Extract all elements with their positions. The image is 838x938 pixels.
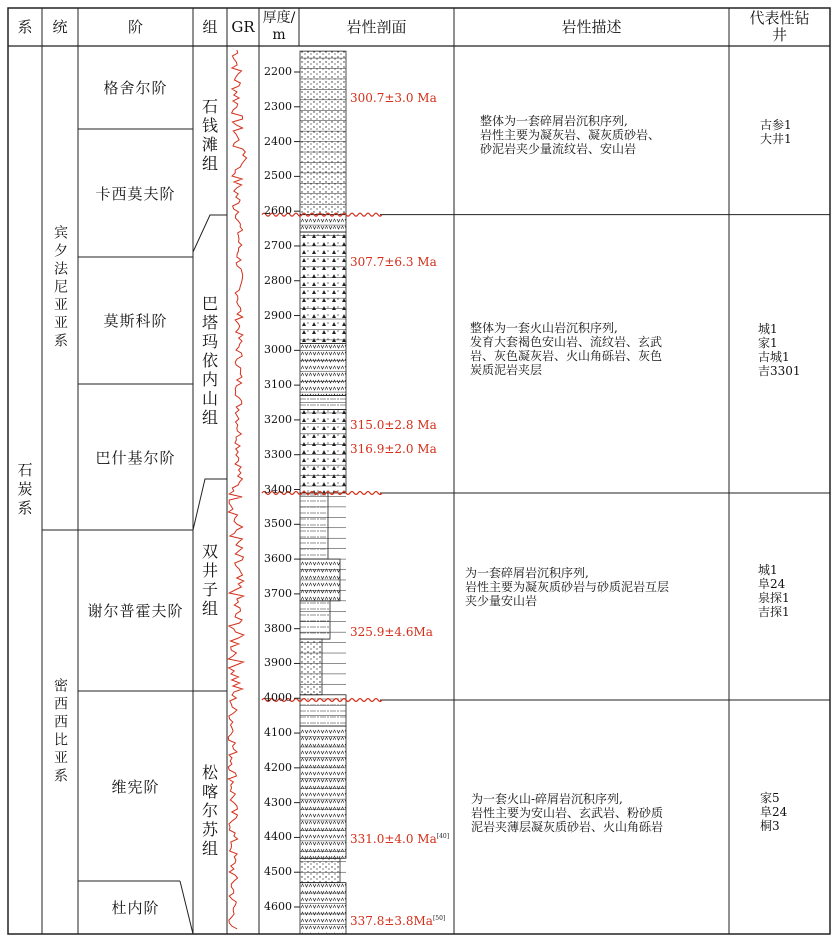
lithology-block xyxy=(300,409,346,493)
depth-tick-label: 3300 xyxy=(264,447,292,461)
lithology-block xyxy=(300,601,330,639)
formation-shiqiantan xyxy=(193,60,227,210)
header-wells xyxy=(729,8,830,46)
depth-tick-label: 2200 xyxy=(264,65,292,78)
description-2 xyxy=(470,321,662,377)
lithology-block xyxy=(300,883,346,934)
stage-gzhelian: 格舍尔阶 xyxy=(103,79,168,97)
depth-tick-label: 2300 xyxy=(264,99,292,113)
header-series: 统 xyxy=(52,17,68,36)
formation-batamayineishan xyxy=(193,250,227,470)
stage-bashkirian: 巴什基尔阶 xyxy=(95,448,176,467)
depth-tick-label: 2500 xyxy=(264,169,292,183)
depth-tick-label: 4500 xyxy=(264,865,292,879)
wells-3 xyxy=(758,563,790,619)
description-2-line: 炭质泥岩夹层 xyxy=(470,363,543,377)
description-3 xyxy=(465,566,669,608)
description-3-line: 岩性主要为凝灰质砂岩与砂质泥岩互层 xyxy=(465,580,670,594)
well-name: 桐3 xyxy=(760,819,780,833)
description-1-line: 砂泥岩夹少量流纹岩、安山岩 xyxy=(480,142,637,156)
wells-1 xyxy=(760,118,792,146)
depth-tick-label: 3700 xyxy=(264,586,292,600)
depth-tick-label: 4400 xyxy=(264,830,292,844)
subsystem-pennsylvanian: 宾夕法尼亚亚系 xyxy=(52,225,68,351)
description-1-line: 岩性主要为凝灰岩、凝灰质砂岩、 xyxy=(480,128,661,142)
well-name: 家1 xyxy=(758,336,778,350)
stage-kasimovian: 卡西莫夫阶 xyxy=(95,184,176,203)
lithology-block xyxy=(300,51,346,215)
lithology-block xyxy=(300,215,346,232)
age-label: 325.9±4.6Ma xyxy=(350,625,433,640)
well-name: 家5 xyxy=(760,791,780,805)
depth-tick-label: 3800 xyxy=(264,621,292,635)
formation-shuangjingzi-label: 双井子组 xyxy=(201,542,218,618)
depth-tick-label: 4200 xyxy=(264,760,292,774)
description-4-line: 为一套火山-碎屑岩沉积序列, xyxy=(471,792,623,806)
age-reference: [50] xyxy=(432,914,446,922)
header-formation: 组 xyxy=(202,17,218,36)
description-1-line: 整体为一套碎屑岩沉积序列, xyxy=(480,114,628,128)
stage-visean: 维宪阶 xyxy=(111,777,160,796)
lithology-block xyxy=(300,695,346,726)
description-2-line: 岩、灰色凝灰岩、火山角砾岩、灰色 xyxy=(470,349,663,363)
formation-songkaersu-label: 松喀尔苏组 xyxy=(201,762,218,858)
depth-tick-label: 3100 xyxy=(264,378,292,392)
description-2-line: 整体为一套火山岩沉积序列, xyxy=(470,321,618,335)
description-4 xyxy=(471,792,663,834)
well-name: 古城1 xyxy=(758,350,790,364)
well-name: 城1 xyxy=(758,322,778,336)
subsystem-mississippian: 密西西比亚系 xyxy=(52,678,68,786)
well-name: 古参1 xyxy=(760,118,792,132)
well-name: 泉探1 xyxy=(758,591,790,605)
wells-4 xyxy=(760,791,787,833)
well-name: 吉3301 xyxy=(758,364,801,378)
header-stage: 阶 xyxy=(127,17,143,36)
formation-shuangjingzi xyxy=(193,510,227,650)
gr-curve xyxy=(228,50,246,929)
depth-tick-label: 2800 xyxy=(264,273,292,287)
description-1 xyxy=(480,114,660,156)
age-label: 307.7±6.3 Ma xyxy=(350,254,437,269)
depth-tick-label: 3900 xyxy=(264,656,292,670)
header-depth-text: 厚度/m xyxy=(262,10,296,43)
system-label: 石炭系 xyxy=(15,461,34,519)
age-label: 331.0±4.0 Ma[40] xyxy=(350,832,450,847)
formation-divider xyxy=(193,215,227,252)
depth-tick-label: 2400 xyxy=(264,134,292,148)
stage-tournaisian: 杜内阶 xyxy=(111,899,160,917)
age-label: 337.8±3.8Ma[50] xyxy=(350,913,446,928)
depth-tick-label: 4600 xyxy=(264,900,292,913)
description-3-line: 为一套碎屑岩沉积序列, xyxy=(465,566,589,580)
description-3-line: 夹少量安山岩 xyxy=(465,594,538,608)
header-depth xyxy=(259,8,299,46)
formation-songkaersu xyxy=(193,720,227,900)
well-name: 阜24 xyxy=(758,577,786,591)
depth-tick-label: 4100 xyxy=(264,726,292,740)
age-label: 316.9±2.0 Ma xyxy=(350,442,437,457)
description-2-line: 发育大套褐色安山岩、流纹岩、玄武 xyxy=(470,335,663,349)
wells-2 xyxy=(758,322,801,378)
description-4-line: 泥岩夹薄层凝灰质砂岩、火山角砾岩 xyxy=(471,820,664,834)
lithology-block xyxy=(300,726,346,858)
depth-tick-label: 3200 xyxy=(264,412,292,426)
depth-tick-label: 3400 xyxy=(264,482,292,496)
lithology-block xyxy=(300,493,328,559)
depth-tick-label: 2900 xyxy=(264,308,292,322)
age-reference: [40] xyxy=(436,833,450,841)
well-name: 城1 xyxy=(758,563,778,577)
depth-tick-label: 4300 xyxy=(264,795,292,809)
age-label: 315.0±2.8 Ma xyxy=(350,418,437,433)
header-description: 岩性描述 xyxy=(561,17,622,36)
formation-batamayineishan-label: 巴塔玛依内山组 xyxy=(201,293,218,427)
header-lithology: 岩性剖面 xyxy=(346,17,407,36)
lithology-block xyxy=(300,343,346,395)
stage-moscovian: 莫斯科阶 xyxy=(103,312,168,330)
age-label: 300.7±3.0 Ma xyxy=(350,91,437,106)
well-name: 大井1 xyxy=(760,132,792,146)
stage-serpukhovian: 谢尔普霍夫阶 xyxy=(87,602,184,620)
depth-tick-label: 4000 xyxy=(264,691,292,705)
depth-tick-label: 3500 xyxy=(264,517,292,531)
formation-shiqiantan-label: 石钱滩组 xyxy=(201,97,218,173)
well-name: 吉探1 xyxy=(758,605,790,619)
header-system: 系 xyxy=(17,17,33,36)
well-name: 阜24 xyxy=(760,805,788,819)
depth-tick-label: 2700 xyxy=(264,238,292,252)
description-4-line: 岩性主要为安山岩、玄武岩、粉砂质 xyxy=(471,806,664,820)
depth-tick-label: 3000 xyxy=(264,343,292,357)
header-gr: GR xyxy=(231,17,255,36)
depth-tick-label: 2600 xyxy=(264,204,292,218)
lithology-block xyxy=(300,639,322,695)
header-wells-text: 代表性钻井 xyxy=(749,9,810,44)
depth-tick-label: 3600 xyxy=(264,552,292,566)
